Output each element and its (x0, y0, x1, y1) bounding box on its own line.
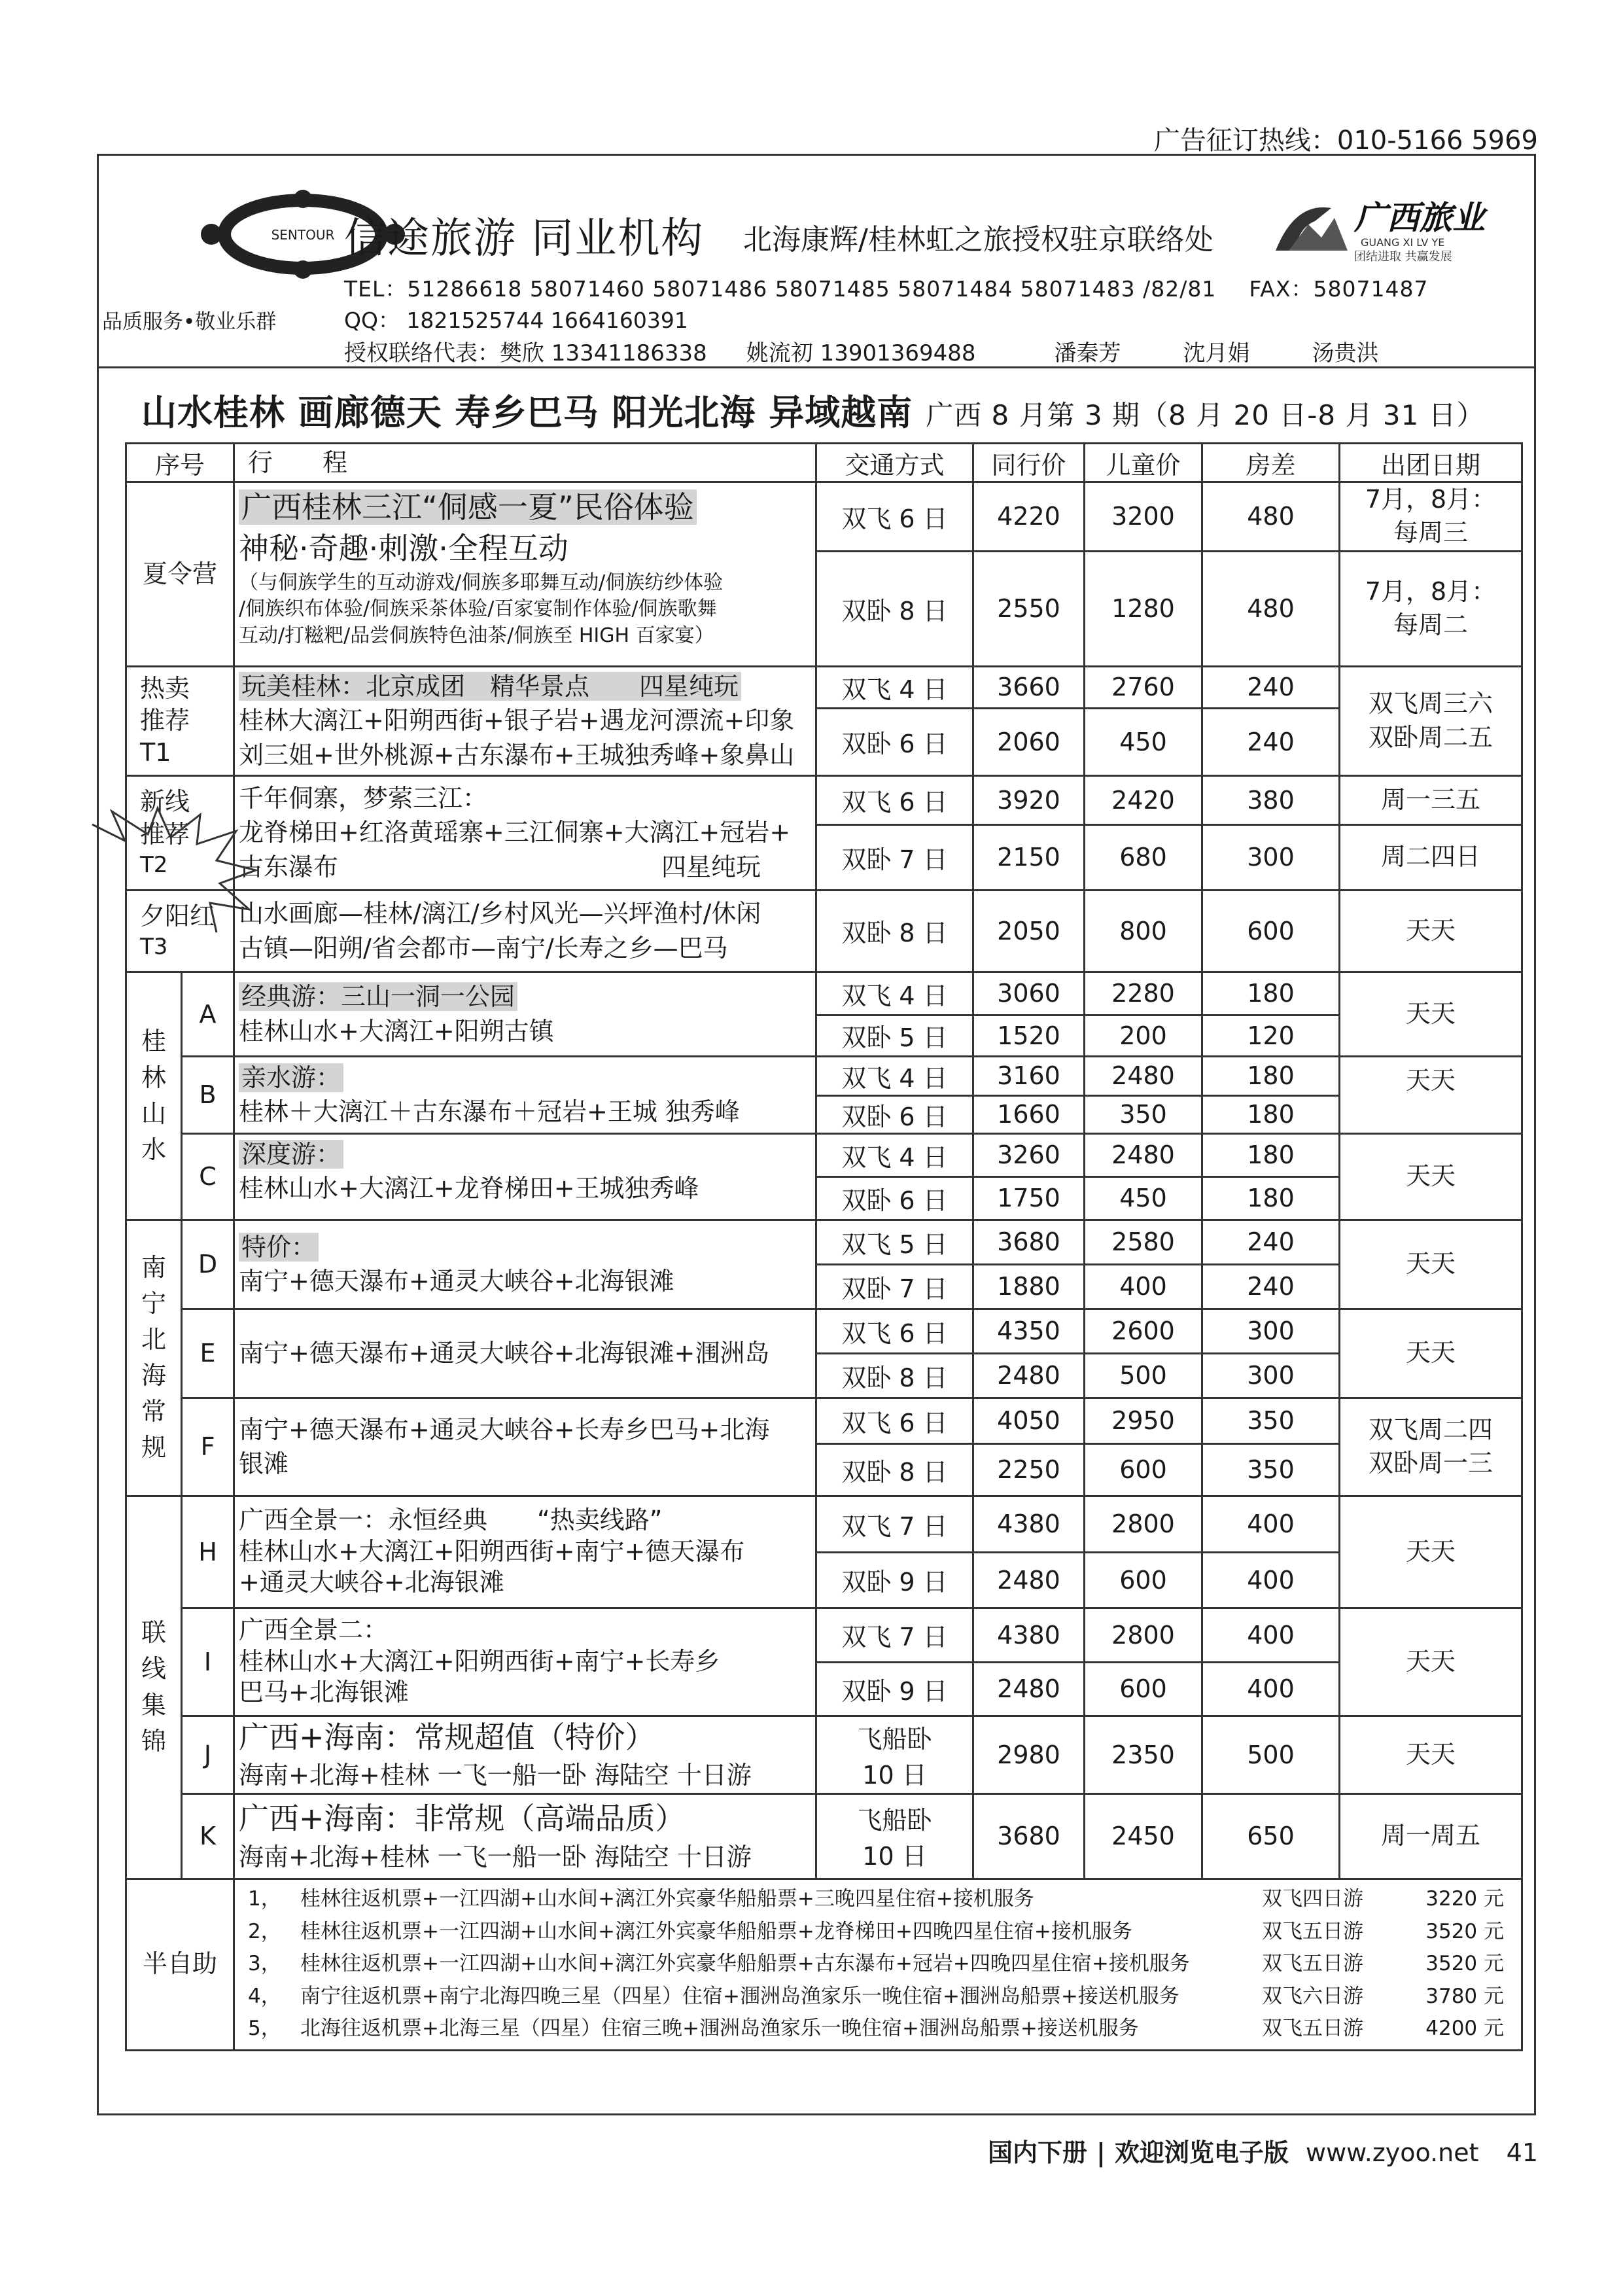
tour-table (125, 442, 1523, 2051)
logo-pinyin: GUANG XI LV YE (1361, 236, 1445, 249)
table-row: 南 宁 北 海 常 规 D 特价： 南宁+德天瀑布+通灵大峡谷+北海银滩 双飞 5 日 3680 2580 240 天天 (126, 1220, 1522, 1264)
mountain-icon (1269, 188, 1518, 267)
footer-section: 国内下册 (987, 2138, 1087, 2167)
qq-numbers: QQ： 1821525744 1664160391 (344, 308, 688, 333)
col-header: 序号 (126, 444, 234, 482)
table-row: 新线 推荐 T2 千年侗寨，梦萦三江： 龙脊梯田+红洛黄瑶寨+三江侗寨+大漓江+冠岩+ 古东瀑布 四星纯玩 双飞 6 日 3920 2420 380 周一三五 (126, 775, 1522, 824)
table-row: 夏令营 广西桂林三江“侗感一夏”民俗体验 神秘·奇趣·刺激·全程互动 （与侗族学生的互动游戏/侗族多耶舞互动/侗族纺纱体验 /侗族织布体验/侗族采茶体验/百家宴制作体验/侗族歌舞 互动/打糍粑/品尝侗族特色油茶/侗族至 HIGH 百家宴） 双飞 6 日 4220 3200 480 7月，8月： 每周三 (126, 482, 1522, 552)
starburst-icon (86, 805, 262, 936)
table-row: 双卧 7 日 1880 400 240 (126, 1264, 1522, 1309)
logo-text: SENTOUR (271, 227, 335, 243)
code-cell: I (182, 1608, 234, 1716)
representatives: 授权联络代表：樊欣 13341186338 姚流初 13901369488 潘秦芳 沈月娟 汤贵洪 (344, 340, 1379, 366)
table-row: 双卧 8 日 2250 600 350 (126, 1443, 1522, 1496)
brand-subtitle: 北海康辉/桂林虹之旅授权驻京联络处 (743, 223, 1213, 256)
table-row: J 广西+海南：常规超值（特价） 海南+北海+桂林 一飞一船一卧 海陆空 十日游 飞船卧 10 日 2980 2350 500 天天 (126, 1716, 1522, 1793)
list-item: 3， 桂林往返机票+一江四湖+山水间+漓江外宾豪华船船票+古东瀑布+冠岩+四晚四星住宿+接机服务 双飞五日游 3520 元 (248, 1952, 1505, 1976)
itinerary-title: 千年侗寨，梦萦三江： (239, 783, 488, 813)
reps-label: 授权联络代表： (344, 340, 500, 366)
headline: 山水桂林 画廊德天 寿乡巴马 阳光北海 异域越南 广西 8 月第 3 期（8 月 20 日-8 月 31 日） (141, 392, 1485, 433)
code-cell: C (182, 1133, 234, 1220)
table-row: E 南宁+德天瀑布+通灵大峡谷+北海银滩+涠洲岛 双飞 6 日 4350 2600 300 天天 (126, 1309, 1522, 1353)
brand-name: 信途旅游 同业机构 (344, 215, 705, 263)
table-row: 热卖 推荐 T1 玩美桂林：北京成团 精华景点 四星纯玩 桂林大漓江+阳朔西街+银子岩+遇龙河漂流+印象 刘三姐+世外桃源+古东瀑布+王城独秀峰+象鼻山 双飞 4 日 3660 2760 240 双飞周三六 双卧周二五 (126, 666, 1522, 708)
list-item: 1， 桂林往返机票+一江四湖+山水间+漓江外宾豪华船船票+三晚四星住宿+接机服务 双飞四日游 3220 元 (248, 1887, 1505, 1911)
category-cell: 半自助 (126, 1879, 234, 2050)
code-cell: E (182, 1309, 234, 1398)
table-row: 双卧 6 日 2060 450 240 (126, 708, 1522, 775)
table-row: K 广西+海南：非常规（高端品质） 海南+北海+桂林 一飞一船一卧 海陆空 十日游 飞船卧 10 日 3680 2450 650 周一周五 (126, 1793, 1522, 1879)
ad-frame (97, 154, 1536, 2115)
code-cell: D (182, 1220, 234, 1309)
contact-line (344, 272, 1428, 303)
fax: FAX：58071487 (1249, 276, 1429, 302)
col-header: 儿童价 (1085, 444, 1202, 482)
guangxi-logo (1269, 188, 1518, 267)
footer: 国内下册 | 欢迎浏览电子版 www.zyoo.net 41 (987, 2138, 1538, 2167)
period: 广西 8 月第 3 期（8 月 20 日-8 月 31 日） (926, 399, 1485, 431)
col-header: 交通方式 (816, 444, 973, 482)
col-header: 同行价 (973, 444, 1085, 482)
table-row: 双卧 9 日 2480 600 400 (126, 1662, 1522, 1716)
table-row: 联 线 集 锦 H 广西全景一：永恒经典 “热卖线路” 桂林山水+大漓江+阳朔西街+南宁+德天瀑布 +通灵大峡谷+北海银滩 双飞 7 日 4380 2800 400 天天 (126, 1496, 1522, 1552)
category-cell: 桂 林 山 水 (126, 972, 182, 1220)
code-cell: B (182, 1056, 234, 1133)
motto: 品质服务•敬业乐群 (102, 310, 277, 334)
table-row: 双卧 7 日 2150 680 300 周二四日 (126, 824, 1522, 890)
itinerary-title: 广西桂林三江“侗感一夏”民俗体验 (239, 489, 697, 525)
category-cell: 联 线 集 锦 (126, 1496, 182, 1879)
table-row: C 深度游： 桂林山水+大漓江+龙脊梯田+王城独秀峰 双飞 4 日 3260 2480 180 天天 (126, 1133, 1522, 1176)
code-cell: A (182, 972, 234, 1056)
table-row: I 广西全景二： 桂林山水+大漓江+阳朔西街+南宁+长寿乡 巴马+北海银滩 双飞 7 日 4380 2800 400 天天 (126, 1608, 1522, 1662)
code-cell: F (182, 1398, 234, 1496)
col-header: 出团日期 (1340, 444, 1522, 482)
table-header-row (126, 444, 1522, 482)
category-cell: 夏令营 (126, 482, 234, 667)
table-row (126, 1879, 1522, 2050)
table-row: 桂 林 山 水 A 经典游：三山一洞一公园 桂林山水+大漓江+阳朔古镇 双飞 4 日 3060 2280 180 天天 (126, 972, 1522, 1015)
table-row: 双卧 5 日 1520 200 120 (126, 1015, 1522, 1056)
tel-label: TEL： (344, 276, 408, 302)
table-row: B 亲水游： 桂林＋大漓江＋古东瀑布＋冠岩+王城 独秀峰 双飞 4 日 3160 2480 180 天天 (126, 1056, 1522, 1095)
hotline: 广告征订热线：010-5166 5969 (1153, 126, 1538, 156)
col-header: 房差 (1202, 444, 1340, 482)
code-cell: J (182, 1716, 234, 1793)
logo-slogan: 团结进取 共赢发展 (1354, 250, 1452, 264)
table-row: 双卧 8 日 2550 1280 480 7月，8月： 每周二 (126, 551, 1522, 666)
list-item: 2， 桂林往返机票+一江四湖+山水间+漓江外宾豪华船船票+龙脊梯田+四晚四星住宿+接机服务 双飞五日游 3520 元 (248, 1919, 1505, 1943)
page-number: 41 (1506, 2138, 1538, 2167)
table-row: 双卧 8 日 2480 500 300 (126, 1353, 1522, 1398)
code-cell: H (182, 1496, 234, 1608)
col-header: 行 程 (234, 444, 816, 482)
footer-site: www.zyoo.net (1306, 2138, 1479, 2167)
code-cell: K (182, 1793, 234, 1879)
logo-name: 广西旅业 (1354, 199, 1485, 237)
table-row: 双卧 6 日 1660 350 180 (126, 1095, 1522, 1133)
divider (99, 366, 1534, 368)
tel-numbers: 51286618 58071460 58071486 58071485 58071484 58071483 /82/81 (407, 276, 1217, 302)
itinerary-title: 玩美桂林：北京成团 精华景点 四星纯玩 (239, 672, 741, 701)
list-item: 4， 南宁往返机票+南宁北海四晚三星（四星）住宿+涠洲岛渔家乐一晚住宿+涠洲岛船票+接送机服务 双飞六日游 3780 元 (248, 1984, 1505, 2008)
table-row: 夕阳红 T3 山水画廊—桂林/漓江/乡村风光—兴坪渔村/休闲 古镇—阳朔/省会都市—南宁/长寿之乡—巴马 双卧 8 日 2050 800 600 天天 (126, 890, 1522, 972)
list-item: 5， 北海往返机票+北海三星（四星）住宿三晚+涠洲岛渔家乐一晚住宿+涠洲岛船票+接送机服务 双飞五日游 4200 元 (248, 2017, 1505, 2041)
category-cell: 南 宁 北 海 常 规 (126, 1220, 182, 1496)
footer-welcome: 欢迎浏览电子版 (1114, 2138, 1289, 2167)
table-row: F 南宁+德天瀑布+通灵大峡谷+长寿乡巴马+北海 银滩 双飞 6 日 4050 2950 350 双飞周二四 双卧周一三 (126, 1398, 1522, 1443)
table-row: 双卧 6 日 1750 450 180 (126, 1176, 1522, 1220)
table-row: 双卧 9 日 2480 600 400 (126, 1552, 1522, 1608)
